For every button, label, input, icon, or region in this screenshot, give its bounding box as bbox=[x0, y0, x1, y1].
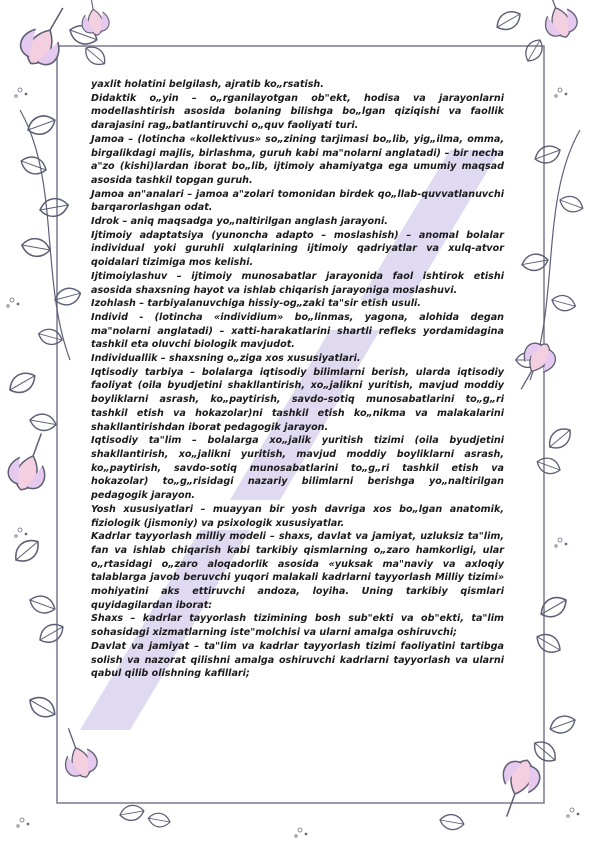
paragraph: Kadrlar tayyorlash milliy modeli – shaxs, davlat va jamiyat, uzluksiz ta"lim, fan va ishlab chiqarish kabi tarkibiy qismlarning o„zaro hamkorligi, ular o„rtasidagi o„zaro aloqadorlik asosida «yuksak ma"naviy va axloqiy talablarga javob beruvchi yuqori malakali kadrlarni tayyorlash Milliy tizimi» mohiyatini aks ettiruvchi andoza, loyiha. Uning tarkibiy qismlari quyidagilardan iborat: bbox=[91, 531, 504, 611]
paragraph: Didaktik o„yin – o„rganilayotgan ob"ekt, hodisa va jarayonlarni modellashtirish asosida bolaning bilishga bo„lgan qiziqishi va faollik darajasini rag„batlantiruvchi o„quv faoliyati turi. bbox=[91, 92, 504, 132]
paragraph: Individuallik – shaxsning o„ziga xos xususiyatlari. bbox=[91, 353, 361, 365]
paragraph: Shaxs – kadrlar tayyorlash tizimining bosh sub"ekti va ob"ekti, ta"lim sohasidagi xizmatlarning iste"molchisi va ularni amalga oshiruvchi; bbox=[91, 613, 504, 639]
paragraph: Yosh xususiyatlari – muayyan bir yosh davriga xos bo„lgan anatomik, fiziologik (jismoniy) va psixologik xususiyatlar. bbox=[91, 503, 504, 529]
paragraph: Izohlash – tarbiyalanuvchiga hissiy-og„zaki ta"sir etish usuli. bbox=[91, 298, 421, 310]
paragraph: Jamoa – (lotincha «kollektivus» so„zining tarjimasi bo„lib, yig„ilma, omma, birgalikdagi majlis, birlashma, guruh kabi ma"nolarni anglatadi) – bir necha a"zo (kishi)lardan iborat bo„lib, ijtimoiy ahamiyatga ega umumiy maqsad asosida tashkil topgan guruh. bbox=[91, 133, 504, 186]
paragraph: yaxlit holatini belgilash, ajratib ko„rsatish. bbox=[91, 79, 324, 90]
paragraph: Idrok – aniq maqsadga yo„naltirilgan anglash jarayoni. bbox=[91, 216, 388, 228]
document-body bbox=[91, 78, 504, 681]
paragraph: Individ - (lotincha «individium» bo„linmas, yagona, alohida degan ma"nolarni anglatadi) – xatti-harakatlarini shartli refleks yordamidagina tashkil eta oluvchi biologik mavjudot. bbox=[91, 311, 504, 351]
paragraph: Ijtimoiy adaptatsiya (yunoncha adapto – moslashish) – anomal bolalar individual yoki guruhli xulqlarining ijtimoiy qadriyatlar va xulq-atvor qoidalari tizimiga mos kelishi. bbox=[91, 229, 504, 269]
paragraph: Jamoa an"analari – jamoa a"zolari tomonidan birdek qo„llab-quvvatlanuvchi barqarorlashgan odat. bbox=[91, 188, 504, 214]
paragraph: Davlat va jamiyat – ta"lim va kadrlar tayyorlash tizimi faoliyatini tartibga solish va nazorat qilishni amalga oshiruvchi kadrlarni tayyorlash va ularni qabul qilib olishning kafillari; bbox=[91, 640, 504, 680]
left-lower-flower-icon bbox=[3, 427, 101, 827]
top-left-flower-icon bbox=[14, 0, 111, 73]
bottom-leaves-icon bbox=[119, 803, 465, 837]
left-branch-leaves-icon bbox=[6, 88, 83, 433]
right-branch-leaves-icon bbox=[507, 130, 585, 547]
top-right-flower-icon bbox=[493, 0, 581, 97]
paragraph: Iqtisodiy tarbiya – bolalarga iqtisodiy bilimlarni berish, ularda iqtisodiy faoliyat (oila byudjetini shakllantirish, xo„jalikni yuritish, mavjud moddiy boyliklarni asrash, ko„paytirish, savdo-sotiq munosabatlarini to„g„ri tashkil etish va hokazolar)ni tashkil etish ko„nikma va malakalarini shakllantirishdan iborat pedagogik jarayon. bbox=[91, 366, 504, 433]
paragraph: Iqtisodiy ta"lim – bolalarga xo„jalik yuritish tizimi (oila byudjetini shakllantirish, xo„jalikni yuritish, mavjud moddiy boyliklarni asrash, ko„paytirish, savdo-sotiq munosabatlarini to„g„ri tashkil etish va hokazolar) to„g„risidagi nazariy bilimlarni berishga yo„naltirilgan pedagogik jarayon. bbox=[91, 435, 504, 502]
paragraph: Ijtimoiylashuv – ijtimoiy munosabatlar jarayonida faol ishtirok etishi asosida shaxsning hayot va ishlab chiqarish jarayoniga moslashuvi. bbox=[91, 270, 504, 296]
